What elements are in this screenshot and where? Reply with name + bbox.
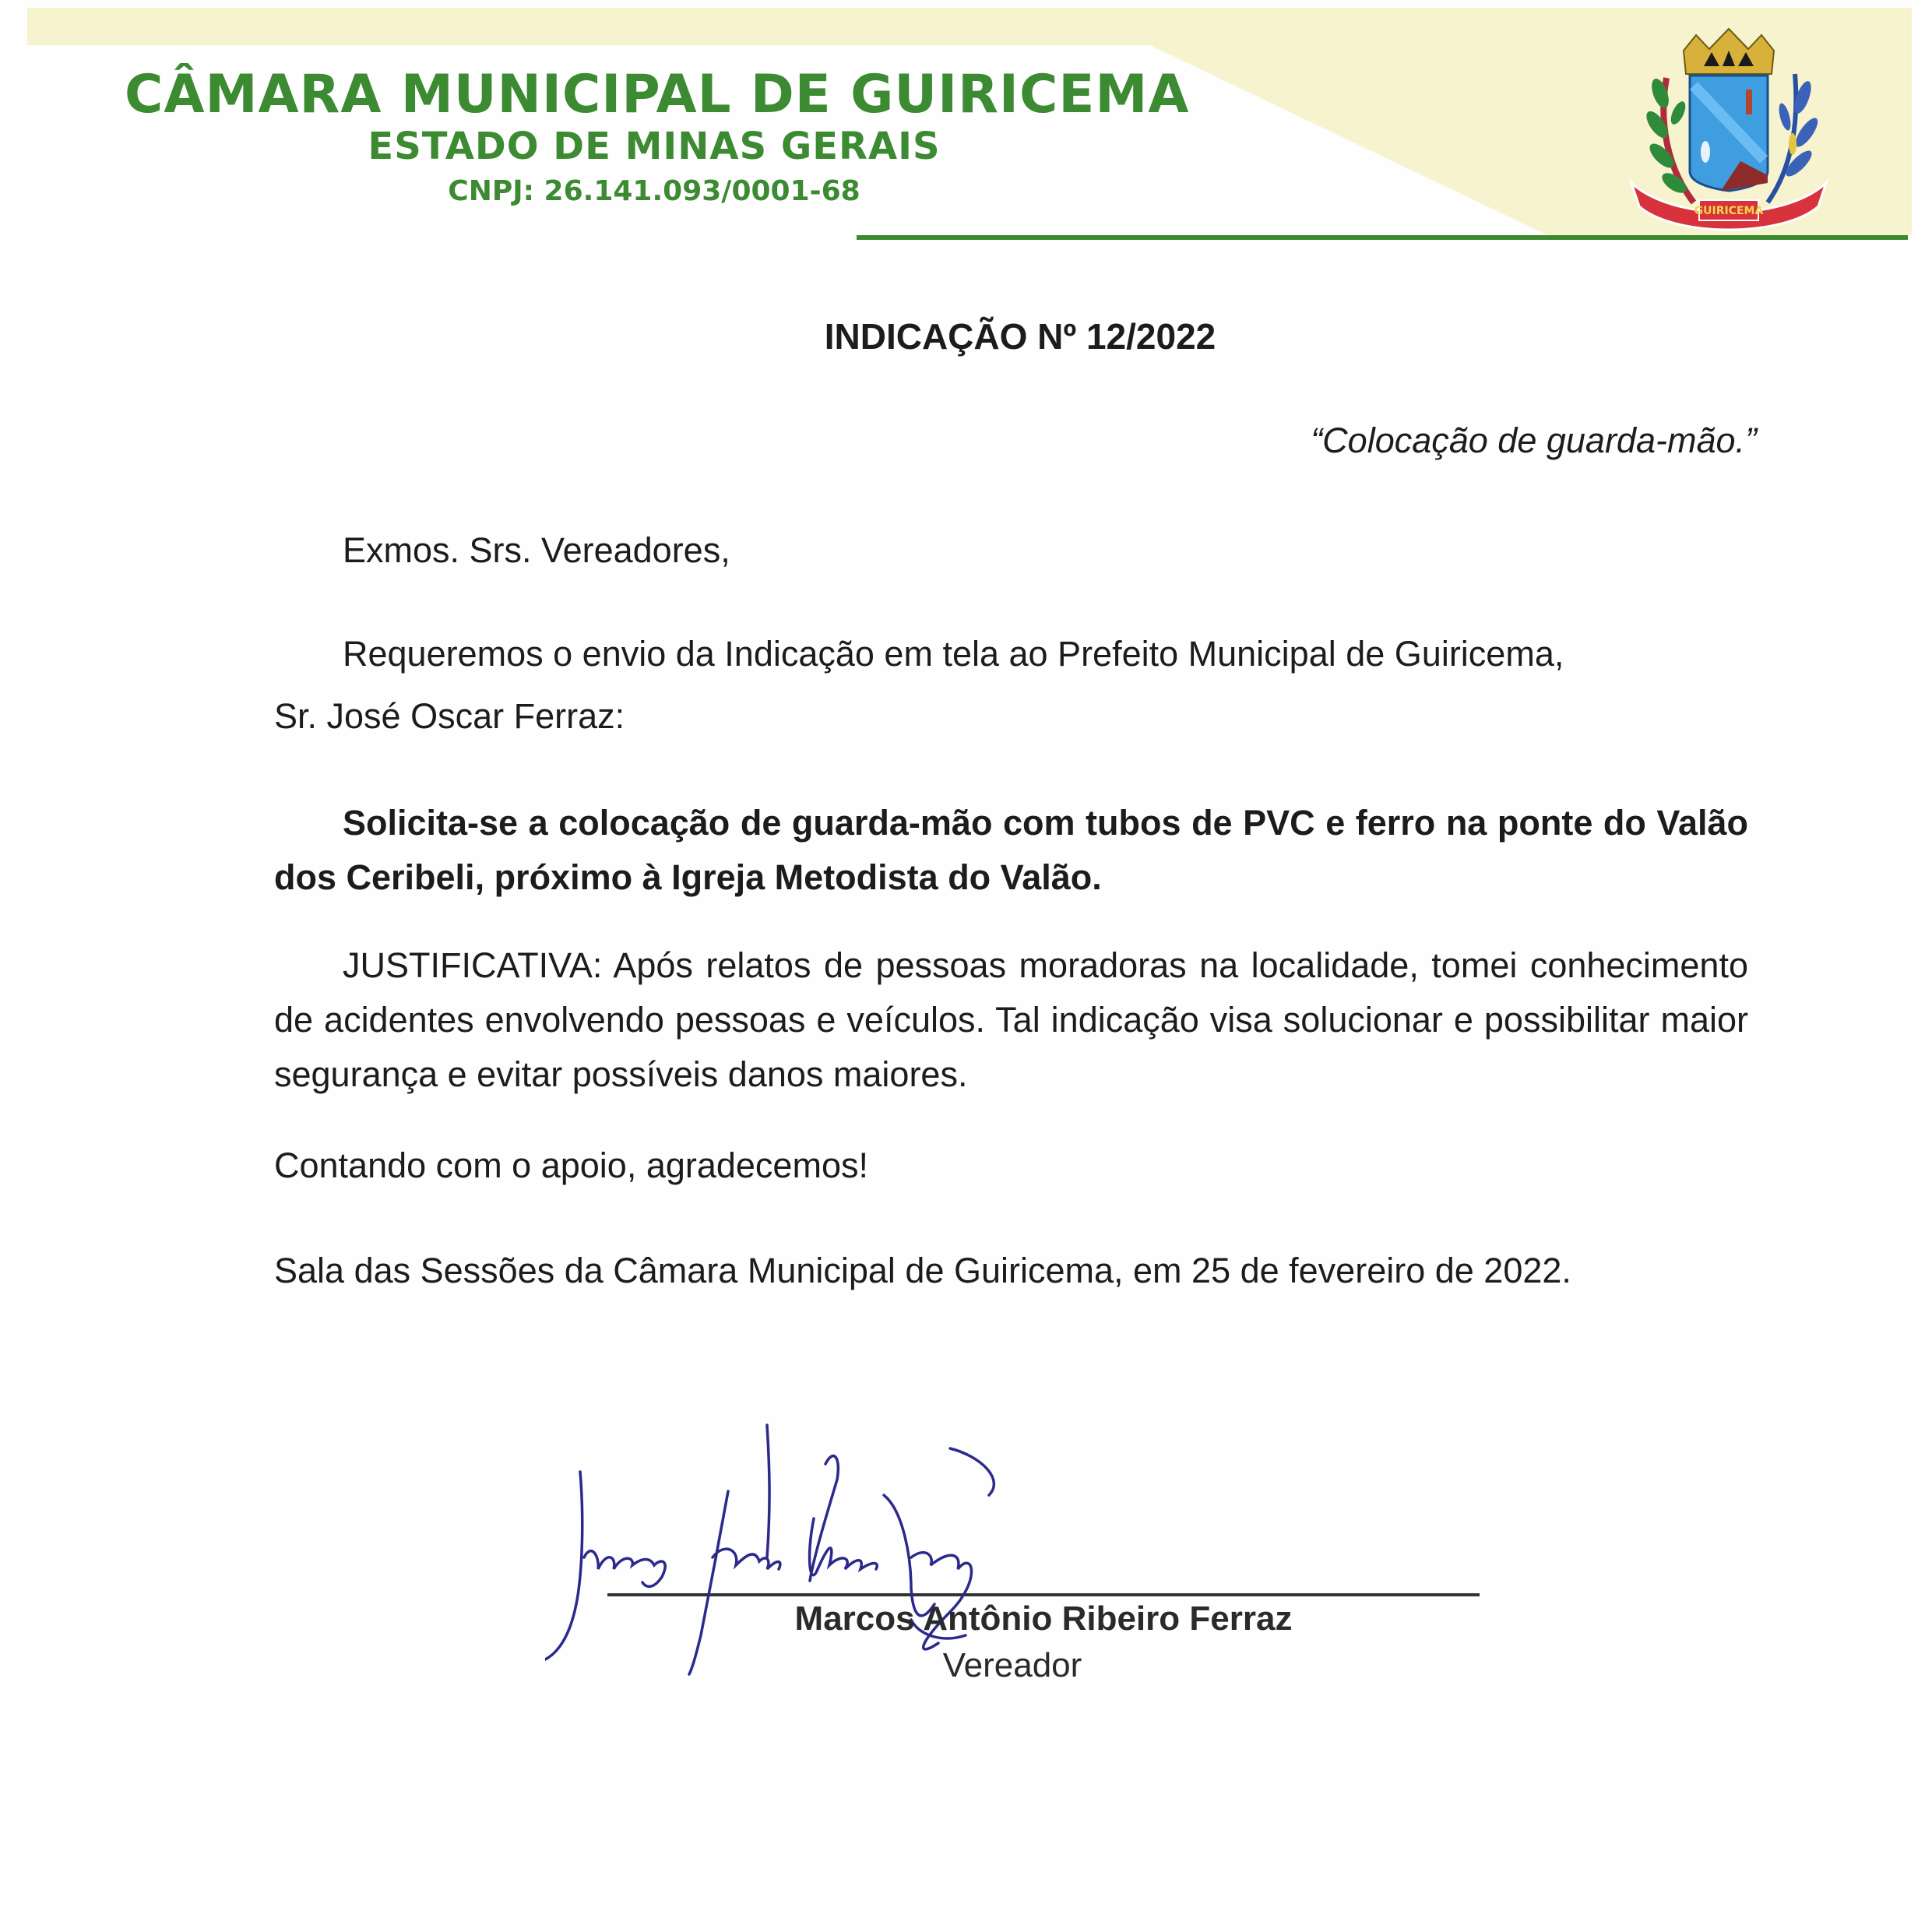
signatory-name: Marcos Antônio Ribeiro Ferraz [794, 1599, 1293, 1638]
request-line-2: Sr. José Oscar Ferraz: [274, 696, 625, 736]
document-title: INDICAÇÃO Nº 12/2022 [824, 316, 1216, 357]
institution-cnpj: CNPJ: 26.141.093/0001-68 [448, 175, 860, 207]
justification-paragraph: JUSTIFICATIVA: Após relatos de pessoas moradoras na localidade, tomei conhecimento de acidentes envolvendo pessoas e veículos. Tal indicação visa solucionar e possibilitar maior segurança e evitar possíveis danos maiores. [274, 945, 1748, 1094]
thanks-line: Contando com o apoio, agradecemos! [274, 1145, 868, 1185]
greeting: Exmos. Srs. Vereadores, [343, 530, 730, 570]
place-date-line: Sala das Sessões da Câmara Municipal de Guiricema, em 25 de fevereiro de 2022. [274, 1251, 1571, 1290]
document-subject: “Colocação de guarda-mão.” [1311, 421, 1757, 460]
crest-ribbon-text: GUIRICEMA [1694, 205, 1764, 217]
request-line-1: Requeremos o envio da Indicação em tela ao Prefeito Municipal de Guiricema, [343, 634, 1564, 674]
header-divider [857, 235, 1908, 240]
solicitation-paragraph: Solicita-se a colocação de guarda-mão com tubos de PVC e ferro na ponte do Valão dos Ceribeli, próximo à Igreja Metodista do Valão. [274, 803, 1748, 897]
coat-of-arms-icon [1612, 19, 1846, 234]
signatory-role: Vereador [942, 1646, 1082, 1684]
institution-state: ESTADO DE MINAS GERAIS [368, 125, 941, 168]
institution-title: CÂMARA MUNICIPAL DE GUIRICEMA [125, 64, 1190, 125]
